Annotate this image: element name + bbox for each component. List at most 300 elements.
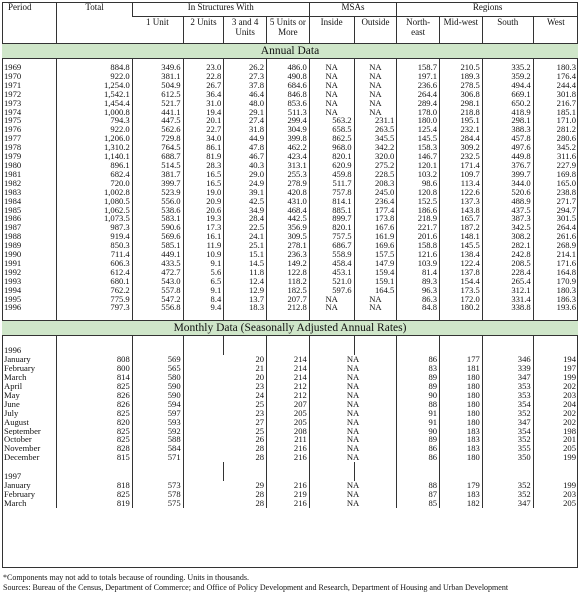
period-cell: 1973	[4, 98, 22, 108]
value-cell: 352	[482, 490, 533, 499]
group-header-structures: In Structures With	[132, 2, 309, 17]
value-cell: 381.7	[132, 170, 183, 179]
value-cell: 25	[183, 427, 266, 436]
value-cell: 523.9	[132, 188, 183, 197]
value-cell: NA	[354, 81, 397, 90]
value-cell: 590	[132, 382, 183, 391]
value-cell: 22.7	[183, 125, 224, 134]
value-cell: 16.5	[183, 170, 224, 179]
value-cell: 388.3	[482, 125, 533, 134]
value-cell: 350	[482, 453, 533, 462]
value-cell: NA	[309, 418, 397, 427]
value-cell: 808	[57, 355, 132, 364]
value-cell: 137.3	[440, 197, 483, 206]
value-cell: 304.9	[267, 125, 310, 134]
value-cell: 88	[397, 481, 440, 490]
value-cell: 597	[132, 409, 183, 418]
value-cell: NA	[309, 481, 397, 490]
value-cell: 180	[440, 373, 483, 382]
value-cell: 221.7	[397, 223, 440, 232]
value-cell: 1,254.0	[57, 81, 132, 90]
value-cell: NA	[309, 72, 354, 81]
period-cell: March	[4, 498, 27, 508]
value-cell: 87	[397, 490, 440, 499]
value-cell: 212	[267, 382, 310, 391]
value-cell: 202	[533, 382, 578, 391]
value-cell: 442.5	[267, 214, 310, 223]
empty-cell	[482, 346, 533, 355]
value-cell: 204	[533, 400, 578, 409]
period-cell: 1972	[4, 89, 22, 99]
value-cell: 347	[482, 499, 533, 508]
value-cell: 399.7	[132, 179, 183, 188]
value-cell: 202	[533, 409, 578, 418]
value-cell: 352	[482, 409, 533, 418]
year-label: 1997	[4, 472, 22, 482]
value-cell: 152.5	[397, 197, 440, 206]
value-cell: 280.6	[533, 134, 578, 143]
value-cell: 180	[440, 400, 483, 409]
value-cell: NA	[354, 303, 397, 312]
value-cell: NA	[309, 99, 354, 108]
value-cell: 594	[132, 400, 183, 409]
col-header-midwest: Mid-west	[440, 17, 483, 44]
value-cell: 521.0	[309, 277, 354, 286]
monthly-row	[2, 418, 578, 427]
value-cell: 504.9	[132, 81, 183, 90]
value-cell: 462.2	[267, 143, 310, 152]
value-cell: 29.0	[224, 170, 267, 179]
value-cell: 219	[267, 490, 310, 499]
period-cell: 1993	[4, 276, 22, 286]
value-cell: 208.5	[482, 259, 533, 268]
value-cell: 34.9	[224, 206, 267, 215]
period-cell: June	[4, 399, 20, 409]
spacer-cell	[482, 336, 533, 347]
value-cell: 208	[267, 427, 310, 436]
value-cell: 212	[267, 391, 310, 400]
value-cell: NA	[309, 90, 354, 99]
value-cell: 345.5	[354, 134, 397, 143]
monthly-row	[2, 409, 578, 418]
empty-cell	[440, 346, 483, 355]
value-cell: 331.4	[482, 295, 533, 304]
value-cell: 309.5	[267, 232, 310, 241]
value-cell: 850.3	[57, 241, 132, 250]
value-cell: 650.2	[482, 99, 533, 108]
value-cell: 922.0	[57, 125, 132, 134]
period-cell: 1987	[4, 223, 22, 233]
value-cell: 205	[533, 499, 578, 508]
value-cell: 236.4	[354, 197, 397, 206]
value-cell: 177	[440, 355, 483, 364]
value-cell: 271.7	[533, 197, 578, 206]
value-cell: 199	[533, 453, 578, 462]
value-cell: 775.9	[57, 295, 132, 304]
value-cell: 711.4	[57, 250, 132, 259]
value-cell: 441.1	[132, 108, 183, 117]
col-header-total: Total	[57, 2, 132, 44]
value-cell: 103.9	[397, 259, 440, 268]
value-cell: 298.1	[482, 116, 533, 125]
value-cell: 86.1	[183, 143, 224, 152]
value-cell: 313.1	[267, 161, 310, 170]
value-cell: 347	[482, 373, 533, 382]
value-cell: 180	[440, 453, 483, 462]
value-cell: 9.1	[183, 286, 224, 295]
spacer-cell	[354, 462, 397, 472]
period-cell: 1986	[4, 214, 22, 224]
period-cell: 1991	[4, 258, 22, 268]
value-cell: 201	[533, 435, 578, 444]
value-cell: 1,310.2	[57, 143, 132, 152]
value-cell: 511.3	[267, 108, 310, 117]
value-cell: 1,080.5	[57, 197, 132, 206]
empty-cell	[57, 472, 132, 481]
value-cell: 846.8	[267, 90, 310, 99]
period-cell: February	[4, 489, 36, 499]
value-cell: 11.8	[224, 268, 267, 277]
value-cell: 306.8	[440, 90, 483, 99]
period-cell: February	[4, 364, 36, 374]
value-cell: 353	[482, 382, 533, 391]
monthly-data-section	[2, 316, 578, 507]
value-cell: 299.4	[267, 116, 310, 125]
value-cell: 585.1	[132, 241, 183, 250]
value-cell: 90	[397, 391, 440, 400]
value-cell: 884.8	[57, 63, 132, 72]
value-cell: 472.7	[132, 268, 183, 277]
value-cell: 183	[440, 435, 483, 444]
period-cell: 1974	[4, 107, 22, 117]
value-cell: 825	[57, 490, 132, 499]
value-cell: 22.5	[224, 223, 267, 232]
value-cell: 25	[183, 400, 266, 409]
value-cell: 149.2	[267, 259, 310, 268]
spacer-cell	[2, 336, 57, 347]
value-cell: 757.5	[309, 232, 354, 241]
value-cell: 275.2	[354, 161, 397, 170]
value-cell: 13.7	[224, 295, 267, 304]
value-cell: 764.5	[132, 143, 183, 152]
value-cell: 189.3	[440, 72, 483, 81]
annual-row	[2, 277, 578, 286]
value-cell: 113.4	[440, 179, 483, 188]
value-cell: 376.7	[482, 161, 533, 170]
value-cell: NA	[309, 81, 354, 90]
value-cell: 338.8	[482, 303, 533, 312]
value-cell: 896.1	[57, 161, 132, 170]
value-cell: 543.0	[132, 277, 183, 286]
value-cell: 264.4	[533, 223, 578, 232]
value-cell: 28	[183, 453, 266, 462]
value-cell: 562.6	[132, 125, 183, 134]
value-cell: 39.1	[224, 188, 267, 197]
value-cell: 26.2	[224, 63, 267, 72]
value-cell: 238.8	[533, 188, 578, 197]
value-cell: 447.5	[132, 116, 183, 125]
period-cell: March	[4, 373, 27, 382]
value-cell: 1,002.8	[57, 188, 132, 197]
value-cell: 919.4	[57, 232, 132, 241]
value-cell: 520.6	[482, 188, 533, 197]
value-cell: 494.4	[482, 81, 533, 90]
value-cell: 311.6	[533, 152, 578, 161]
value-cell: 557.8	[132, 286, 183, 295]
value-cell: 10.9	[183, 250, 224, 259]
value-cell: 205	[533, 444, 578, 453]
col-header-south: South	[482, 17, 533, 44]
value-cell: 81.4	[397, 268, 440, 277]
monthly-row	[2, 364, 578, 373]
value-cell: 173.8	[354, 214, 397, 223]
value-cell: 42.5	[224, 197, 267, 206]
spacer-cell	[440, 336, 483, 347]
value-cell: 680.1	[57, 277, 132, 286]
value-cell: 208.3	[354, 179, 397, 188]
value-cell: 23	[183, 382, 266, 391]
value-cell: 968.0	[309, 143, 354, 152]
value-cell: 216	[267, 444, 310, 453]
value-cell: 137.8	[440, 268, 483, 277]
group-header-msas: MSAs	[309, 2, 397, 17]
sources-note: Sources: Bureau of the Census, Department of Commerce; and Office of Policy Development and Research, Department of Housing and Urban Development	[3, 583, 509, 592]
period-cell: December	[4, 453, 40, 463]
value-cell: 158.8	[397, 241, 440, 250]
value-cell: 180	[440, 409, 483, 418]
value-cell: 1,542.1	[57, 90, 132, 99]
value-cell: 232.5	[440, 152, 483, 161]
period-cell: 1995	[4, 294, 22, 304]
value-cell: 12.4	[224, 277, 267, 286]
value-cell: 431.0	[267, 197, 310, 206]
monthly-year-row	[2, 472, 578, 481]
col-header-3-4-units: 3 and 4 Units	[224, 17, 267, 44]
spacer-cell	[440, 462, 483, 472]
value-cell: 122.6	[440, 188, 483, 197]
value-cell: 205	[267, 409, 310, 418]
value-cell: 159.1	[354, 277, 397, 286]
value-cell: 418.9	[482, 108, 533, 117]
value-cell: 180.3	[533, 286, 578, 295]
spacer-cell	[309, 336, 354, 347]
value-cell: 159.4	[354, 268, 397, 277]
value-cell: 281.2	[533, 125, 578, 134]
col-header-period: Period	[2, 2, 57, 44]
value-cell: 9.4	[183, 303, 224, 312]
value-cell: 15.1	[224, 250, 267, 259]
value-cell: 89	[397, 373, 440, 382]
period-cell: 1977	[4, 134, 22, 144]
value-cell: NA	[309, 63, 354, 72]
period-cell: 1969	[4, 63, 22, 72]
value-cell: 590.6	[132, 223, 183, 232]
value-cell: 227.9	[533, 161, 578, 170]
value-cell: 186.6	[397, 206, 440, 215]
period-cell: 1979	[4, 152, 22, 161]
value-cell: 580	[132, 373, 183, 382]
monthly-row	[2, 373, 578, 382]
monthly-row	[2, 400, 578, 409]
value-cell: 538.6	[132, 206, 183, 215]
annual-row	[2, 206, 578, 215]
value-cell: 16.5	[183, 179, 224, 188]
value-cell: 81.9	[183, 152, 224, 161]
value-cell: 278.9	[267, 179, 310, 188]
value-cell: 344.0	[482, 179, 533, 188]
value-cell: 31.8	[224, 125, 267, 134]
annual-row	[2, 259, 578, 268]
table-footer	[3, 573, 577, 593]
value-cell: 11.9	[183, 241, 224, 250]
value-cell: 23	[183, 409, 266, 418]
value-cell: 158.3	[397, 143, 440, 152]
value-cell: 819	[57, 499, 132, 508]
value-cell: 922.0	[57, 72, 132, 81]
value-cell: 242.8	[482, 250, 533, 259]
value-cell: 825	[57, 435, 132, 444]
value-cell: 347	[482, 418, 533, 427]
value-cell: 825	[57, 427, 132, 436]
monthly-row	[2, 435, 578, 444]
value-cell: 14.5	[224, 259, 267, 268]
annual-row	[2, 116, 578, 125]
value-cell: 120.1	[397, 161, 440, 170]
value-cell: 19.4	[183, 108, 224, 117]
value-cell: 346	[482, 355, 533, 364]
value-cell: 569.6	[132, 232, 183, 241]
value-cell: 20	[183, 373, 266, 382]
value-cell: 826	[57, 391, 132, 400]
value-cell: 593	[132, 418, 183, 427]
spacer-cell	[132, 336, 183, 347]
value-cell: 245.0	[354, 188, 397, 197]
value-cell: NA	[309, 108, 354, 117]
value-cell: 762.2	[57, 286, 132, 295]
empty-cell	[354, 472, 397, 481]
value-cell: 83	[397, 364, 440, 373]
period-cell: 1988	[4, 232, 22, 242]
value-cell: 89	[397, 382, 440, 391]
value-cell: 34.0	[183, 134, 224, 143]
monthly-row	[2, 490, 578, 499]
value-cell: 86	[397, 453, 440, 462]
value-cell: 197	[533, 364, 578, 373]
value-cell: 885.1	[309, 206, 354, 215]
value-cell: 180	[440, 418, 483, 427]
empty-cell	[309, 346, 354, 355]
value-cell: 214	[267, 355, 310, 364]
value-cell: 28	[183, 444, 266, 453]
value-cell: NA	[309, 490, 397, 499]
value-cell: 90	[397, 427, 440, 436]
period-cell: 1996	[4, 303, 22, 313]
value-cell: 339	[482, 364, 533, 373]
value-cell: 820	[57, 418, 132, 427]
value-cell: 987.3	[57, 223, 132, 232]
value-cell: 1,073.5	[57, 214, 132, 223]
value-cell: 301.8	[533, 90, 578, 99]
value-cell: 355	[482, 444, 533, 453]
value-cell: 228.4	[482, 268, 533, 277]
value-cell: 797.3	[57, 303, 132, 312]
value-cell: 207.7	[267, 295, 310, 304]
spacer-cell	[57, 462, 132, 472]
value-cell: NA	[354, 72, 397, 81]
value-cell: 459.8	[309, 170, 354, 179]
value-cell: 20.1	[183, 116, 224, 125]
value-cell: 26.7	[183, 81, 224, 90]
value-cell: 558.9	[309, 250, 354, 259]
empty-cell	[183, 472, 224, 481]
period-cell: November	[4, 444, 41, 454]
period-cell: 1970	[4, 71, 22, 81]
empty-cell	[183, 346, 224, 355]
value-cell: 170.9	[533, 277, 578, 286]
annual-data-section	[2, 44, 578, 317]
empty-cell	[440, 472, 483, 481]
value-cell: 84.8	[397, 303, 440, 312]
monthly-row	[2, 391, 578, 400]
value-cell: 514.5	[132, 161, 183, 170]
monthly-row	[2, 481, 578, 490]
value-cell: 182.5	[267, 286, 310, 295]
value-cell: 180	[440, 391, 483, 400]
period-cell: 1981	[4, 169, 22, 179]
value-cell: 165.7	[440, 214, 483, 223]
value-cell: 205	[267, 418, 310, 427]
value-cell: 20.9	[183, 197, 224, 206]
value-cell: 268.9	[533, 241, 578, 250]
period-cell: 1982	[4, 178, 22, 188]
value-cell: NA	[309, 391, 397, 400]
value-cell: 794.3	[57, 116, 132, 125]
value-cell: 353	[482, 391, 533, 400]
annual-row	[2, 99, 578, 108]
col-header-west: West	[533, 17, 578, 44]
value-cell: 236.3	[267, 250, 310, 259]
value-cell: 27.3	[224, 72, 267, 81]
value-cell: 312.1	[482, 286, 533, 295]
value-cell: 592	[132, 427, 183, 436]
year-label: 1996	[4, 346, 22, 356]
annual-row	[2, 286, 578, 295]
value-cell: 36.4	[183, 90, 224, 99]
annual-row	[2, 72, 578, 81]
value-cell: 186.3	[533, 295, 578, 304]
col-header-5-plus-units: 5 Units or More	[267, 17, 310, 44]
value-cell: NA	[354, 295, 397, 304]
spacer-cell	[533, 336, 578, 347]
value-cell: 201.6	[397, 232, 440, 241]
empty-cell	[482, 472, 533, 481]
value-cell: 556.8	[132, 303, 183, 312]
period-cell: August	[4, 417, 29, 427]
annual-row	[2, 250, 578, 259]
value-cell: 612.5	[132, 90, 183, 99]
value-cell: 86	[397, 355, 440, 364]
value-cell: 684.6	[267, 81, 310, 90]
value-cell: 556.0	[132, 197, 183, 206]
value-cell: 575	[132, 499, 183, 508]
value-cell: 521.7	[132, 99, 183, 108]
spacer-cell	[183, 336, 224, 347]
value-cell: 265.4	[482, 277, 533, 286]
period-cell: October	[4, 435, 32, 445]
empty-cell	[533, 346, 578, 355]
annual-row	[2, 152, 578, 161]
value-cell: 26	[183, 435, 266, 444]
